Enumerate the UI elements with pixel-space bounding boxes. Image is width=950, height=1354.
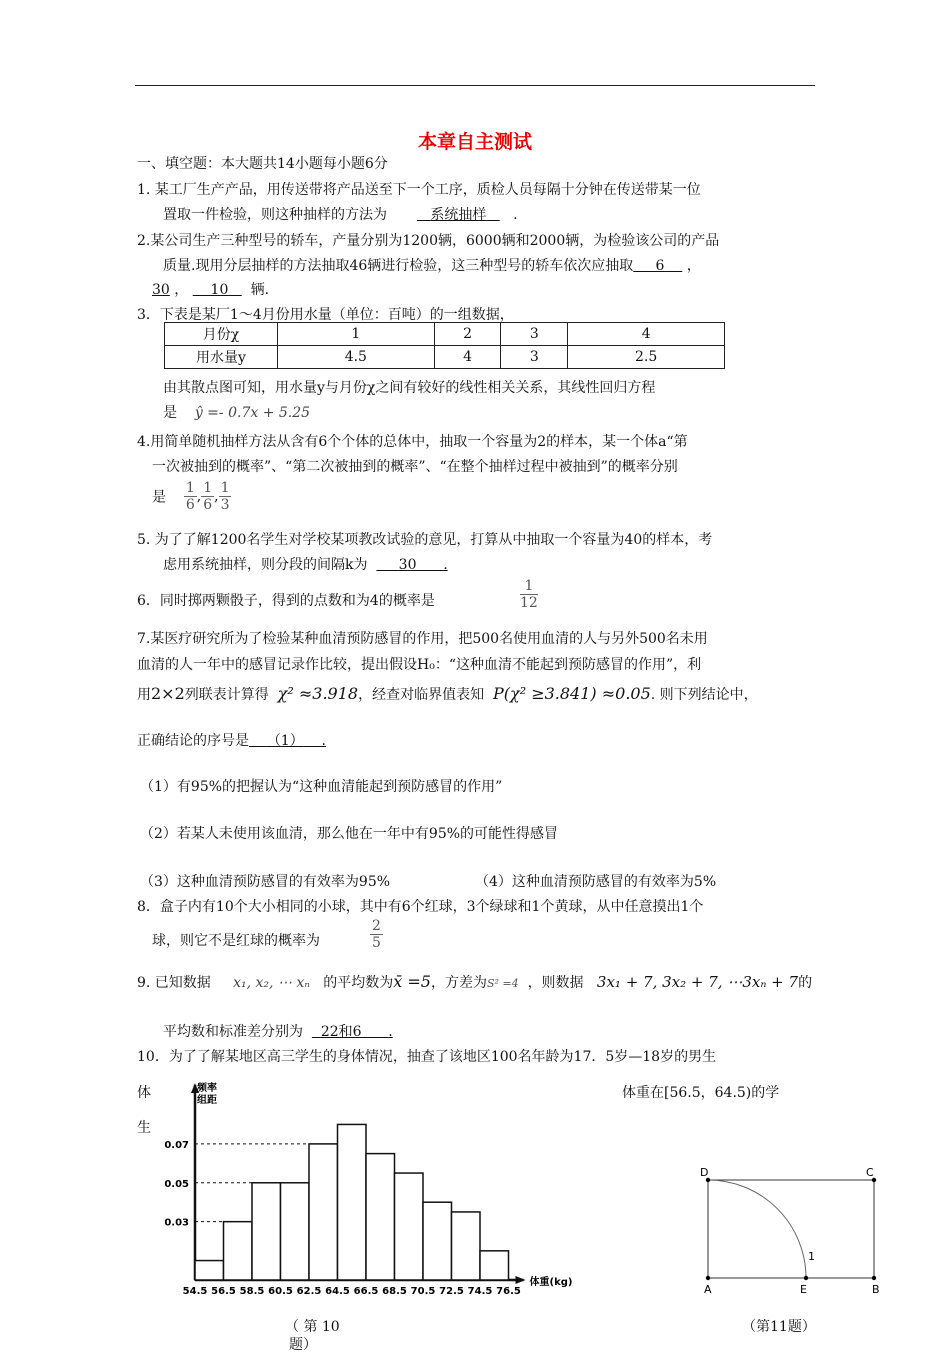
q7-answer: （1） <box>266 733 304 749</box>
q3-after-2: 是 ŷ =- 0.7x + 5.25 <box>163 405 311 421</box>
histogram-bar <box>309 1144 338 1280</box>
q4-line1: 4.用简单随机抽样方法从含有6个个体的总体中，抽取一个容量为2的样本，某一个体a“第 <box>137 434 688 450</box>
table-cell: 用水量y <box>165 346 278 369</box>
geometry-figure <box>690 1160 890 1300</box>
histogram-bar <box>452 1212 481 1280</box>
table-cell: 月份χ <box>165 323 278 346</box>
label-b: B <box>872 1283 880 1296</box>
section-heading: 一、填空题：本大题共14小题每小题6分 <box>137 156 388 172</box>
q9-answer: 22和6 <box>320 1024 362 1040</box>
q2-answer-1: 6 <box>655 258 665 274</box>
rectangle-abcd <box>708 1180 874 1278</box>
table-cell: 2.5 <box>568 346 725 369</box>
x-tick-label: 72.5 <box>439 1286 464 1297</box>
q2-line3: 30 ， 10 辆. <box>152 282 270 298</box>
q7-line4: 正确结论的序号是 （1） . <box>137 733 326 749</box>
y-tick-label: 0.03 <box>164 1217 189 1229</box>
x-tick-label: 70.5 <box>410 1286 436 1297</box>
label-c: C <box>866 1166 874 1179</box>
x-tick-label: 66.5 <box>353 1286 379 1297</box>
q7-option-1: （1）有95%的把握认为“这种血清能起到预防感冒的作用” <box>140 779 503 795</box>
q1-line2: 置取一件检验，则这种抽样的方法为 系统抽样 . <box>163 207 518 223</box>
q7-option-4: （4）这种血清预防感冒的有效率为5% <box>475 874 717 890</box>
x-tick-label: 76.5 <box>496 1286 521 1297</box>
x-tick-label: 74.5 <box>467 1286 493 1297</box>
q4-answer: 是 $\frac{1}{6}$ , $\frac{1}{6}$ , $\frac{1}{3}$ <box>152 480 230 513</box>
fraction: $\frac{1}{6}$ <box>185 480 195 513</box>
q10-fragment-right: 体重在[56.5，64.5)的学 <box>622 1085 780 1101</box>
q10-line1: 10．为了了解某地区高三学生的身体情况，抽查了该地区100名年龄为17．5岁—18岁的男生 <box>137 1049 717 1065</box>
q7-line1: 7.某医疗研究所为了检验某种血清预防感冒的作用，把500名使用血清的人与另外500名未用 <box>137 631 708 647</box>
x-tick-label: 62.5 <box>296 1286 322 1297</box>
histogram-bar <box>395 1173 424 1280</box>
q5-answer: 30 <box>398 557 417 573</box>
q6-answer <box>520 578 538 611</box>
y-tick-label: 0.07 <box>164 1139 189 1151</box>
q7-option-3: （3）这种血清预防感冒的有效率为95% <box>140 874 391 890</box>
table-cell: 3 <box>501 346 568 369</box>
histogram-bar <box>480 1251 509 1280</box>
figure-11-caption: （第11题） <box>742 1319 816 1335</box>
label-a: A <box>704 1283 712 1296</box>
q5-line1: 5. 为了了解1200名学生对学校某项教改试验的意见，打算从中抽取一个容量为40的样本，考 <box>137 532 713 548</box>
q5-line2: 虑用系统抽样，则分段的间隔k为 30 . <box>163 557 448 573</box>
table-row <box>165 346 725 369</box>
q1-line1: 1. 某工厂生产产品，用传送带将产品送至下一个工序，质检人员每隔十分钟在传送带某一位 <box>137 182 701 198</box>
x-tick-label: 60.5 <box>268 1286 293 1297</box>
point-b <box>872 1276 876 1280</box>
table-cell: 1 <box>278 323 435 346</box>
histogram-bar <box>338 1124 367 1280</box>
water-usage-table <box>164 322 725 369</box>
q4-line2: 一次被抽到的概率”、“第二次被抽到的概率”、“在整个抽样过程中被抽到”的概率分别 <box>152 459 678 475</box>
histogram-bar <box>281 1183 310 1280</box>
q9-line1: 9. 已知数据 x₁, x₂, ⋯ xₙ 的平均数为x̄ =5，方差为S² =4 ，则数据 3x₁ + 7, 3x₂ + 7, ⋯3xₙ + 7的 <box>137 972 813 991</box>
histogram-bar <box>195 1261 224 1280</box>
x-tick-label: 68.5 <box>382 1286 407 1297</box>
page-title: 本章自主测试 <box>417 131 532 153</box>
label-d: D <box>700 1166 709 1179</box>
x-axis-label: 体重(kg) <box>529 1277 573 1288</box>
table-cell: 4 <box>568 323 725 346</box>
q2-answer-3: 10 <box>210 282 229 298</box>
x-tick-label: 58.5 <box>239 1286 265 1297</box>
figure-10-caption-2: 题） <box>289 1337 317 1353</box>
header-rule <box>135 85 815 86</box>
x-axis-arrow <box>516 1276 526 1284</box>
q3-intro: 3．下表是某厂1～4月份用水量（单位：百吨）的一组数据， <box>137 307 514 323</box>
fraction: $\frac{1}{6}$ <box>203 480 213 513</box>
fraction: $\frac{1}{12}$ <box>520 578 538 611</box>
histogram-bar <box>423 1202 452 1280</box>
q7-option-2: （2）若某人未使用该血清，那么他在一年中有95%的可能性得感冒 <box>140 826 559 842</box>
q10-fragment-left-1: 体 <box>137 1085 151 1101</box>
x-tick-label: 64.5 <box>325 1286 350 1297</box>
q7-line3: 用2×2列联表计算得 χ² ≈3.918，经查对临界值表知 P(χ² ≥3.841) ≈0.05. 则下列结论中， <box>137 684 758 703</box>
y-axis-label-bottom: 组距 <box>197 1095 217 1106</box>
weight-histogram <box>155 1075 600 1300</box>
q7-line2: 血清的人一年中的感冒记录作比较，提出假设H₀：“这种血清不能起到预防感冒的作用”，利 <box>137 657 702 673</box>
q8-answer <box>370 918 383 951</box>
regression-equation: ŷ =- 0.7x + 5.25 <box>194 405 311 421</box>
x-tick-label: 54.5 <box>182 1286 208 1297</box>
label-angle-1: 1 <box>808 1250 815 1263</box>
q6-text: 6．同时掷两颗骰子，得到的点数和为4的概率是 <box>137 593 435 609</box>
table-row <box>165 323 725 346</box>
q2-line1: 2.某公司生产三种型号的轿车，产量分别为1200辆，6000辆和2000辆，为检验该公司的产品 <box>137 233 720 249</box>
table-cell: 4 <box>434 346 501 369</box>
y-tick-label: 0.05 <box>164 1178 189 1190</box>
point-a <box>706 1276 710 1280</box>
q9-line2: 平均数和标准差分别为 22和6 . <box>163 1024 393 1040</box>
figure-10-caption: （ 第 10 <box>285 1319 340 1335</box>
q1-answer: 系统抽样 <box>430 207 487 223</box>
fraction: $\frac{2}{5}$ <box>372 918 381 951</box>
histogram-bar <box>224 1222 253 1280</box>
q2-line2: 质量.现用分层抽样的方法抽取46辆进行检验，这三种型号的轿车依次应抽取 6 ， <box>163 258 701 274</box>
table-cell: 4.5 <box>278 346 435 369</box>
quarter-arc <box>708 1180 806 1278</box>
q2-answer-2: 30 <box>152 282 170 298</box>
point-e <box>804 1276 808 1280</box>
q8-line1: 8．盒子内有10个大小相同的小球，其中有6个红球，3个绿球和1个黄球，从中任意摸出1个 <box>137 899 704 915</box>
q10-fragment-left-2: 生 <box>137 1120 151 1136</box>
q3-after-1: 由其散点图可知，用水量y与月份χ之间有较好的线性相关关系，其线性回归方程 <box>163 380 656 396</box>
q8-line2: 球，则它不是红球的概率为 <box>152 933 320 949</box>
y-axis-label-top: 频率 <box>197 1083 217 1094</box>
histogram-bar <box>366 1154 395 1280</box>
histogram-bar <box>252 1183 281 1280</box>
table-cell: 2 <box>434 323 501 346</box>
fraction: $\frac{1}{3}$ <box>220 480 230 513</box>
label-e: E <box>800 1283 807 1296</box>
table-cell: 3 <box>501 323 568 346</box>
x-tick-label: 56.5 <box>211 1286 236 1297</box>
